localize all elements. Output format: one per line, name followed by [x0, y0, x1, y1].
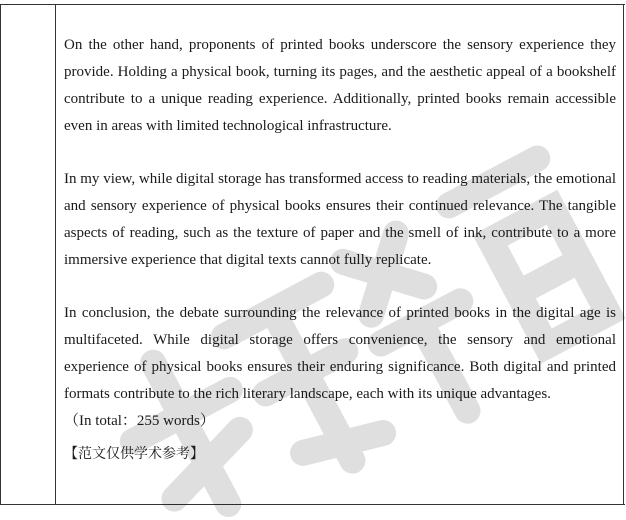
essay-body: [64, 32, 616, 468]
essay-paragraph-3: In conclusion, the debate surrounding the relevance of printed books in the digital age is multifaceted. While digital storage offers convenience, the sensory and emotional experience of physical books ensures their enduring significance. Both digital and printed formats contribute to the rich literary landscape, each with its unique advantages.: [64, 305, 616, 402]
reference-note: 【范文仅供学术参考】: [64, 446, 204, 462]
essay-paragraph-1: On the other hand, proponents of printed books underscore the sensory experience they provide. Holding a physical book, turning its pages, and the aesthetic appeal of a bookshelf contribute to a unique reading experience. Additionally, printed books remain accessible even in areas with limited technological infrastructure.: [64, 37, 616, 134]
table-left-column: [0, 4, 56, 505]
essay-paragraph-2: In my view, while digital storage has transformed access to reading materials, the emotional and sensory experience of physical books ensures their continued relevance. The tangible aspects of reading, such as the texture of paper and the smell of ink, contribute to a more immersive experience that digital texts cannot fully replicate.: [64, 171, 616, 268]
table-bottom-border: [0, 504, 625, 505]
word-count: （In total：255 words）: [64, 413, 215, 429]
